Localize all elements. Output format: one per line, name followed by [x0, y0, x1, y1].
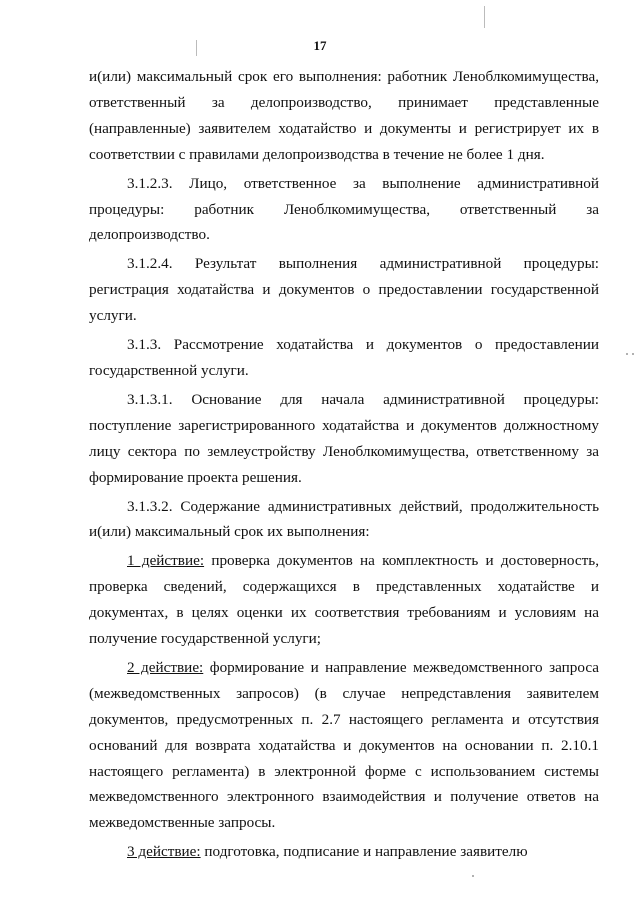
- action-paragraph: [89, 548, 599, 652]
- action-paragraph: [89, 839, 599, 865]
- action-label: 1 действие:: [127, 552, 205, 570]
- action-text: проверка документов на комплектность и достоверность, проверка сведений, содержащихся в представленных ходатайстве и документах, в целях оценки их соответствия требованиям и условиям на получение государственной услуги;: [89, 552, 599, 648]
- action-text: формирование и направление межведомственного запроса (межведомственных запросов) (в случае непредставления заявителем документов, предусмотренных п. 2.7 настоящего регламента и отсутствия оснований для возврата ходатайства и документов на основании п. 2.10.1 настоящего регламента) в электронной форме с использованием системы межведомственного электронного взаимодействия и получение ответов на межведомственные запросы.: [89, 658, 600, 832]
- paragraph: 3.1.3.2. Содержание административных действий, продолжительность и(или) максимальный срок их выполнения:: [89, 497, 599, 541]
- scan-artifact: [484, 6, 485, 28]
- paragraph: и(или) максимальный срок его выполнения: работник Леноблкомимущества, ответственный за делопроизводство, принимает представленные (направленные) заявителем ходатайство и документы и регистрирует их в соответствии с правилами делопроизводства в течение не более 1 дня.: [89, 68, 599, 163]
- page-number: 17: [313, 38, 327, 53]
- scan-artifact: [626, 353, 628, 355]
- action-paragraph: [89, 655, 599, 836]
- action-label: 3 действие:: [127, 843, 201, 861]
- scan-artifact: [472, 875, 474, 877]
- paragraph: 3.1.3.1. Основание для начала административной процедуры: поступление зарегистрированного ходатайства и документов должностному лицу сектора по землеустройству Леноблкомимущества, ответственному за формирование проекта решения.: [89, 390, 599, 486]
- paragraph: 3.1.3. Рассмотрение ходатайства и документов о предоставлении государственной услуги.: [89, 336, 599, 379]
- paragraph: 3.1.2.3. Лицо, ответственное за выполнение административной процедуры: работник Леноблкомимущества, ответственный за делопроизводство.: [89, 174, 599, 244]
- paragraph: 3.1.2.4. Результат выполнения административной процедуры: регистрация ходатайства и документов о предоставлении государственной услуги.: [89, 255, 599, 325]
- document-body: [89, 64, 599, 868]
- action-text: подготовка, подписание и направление заявителю: [200, 843, 528, 861]
- scan-artifact: [632, 353, 634, 355]
- action-label: 2 действие:: [127, 658, 204, 676]
